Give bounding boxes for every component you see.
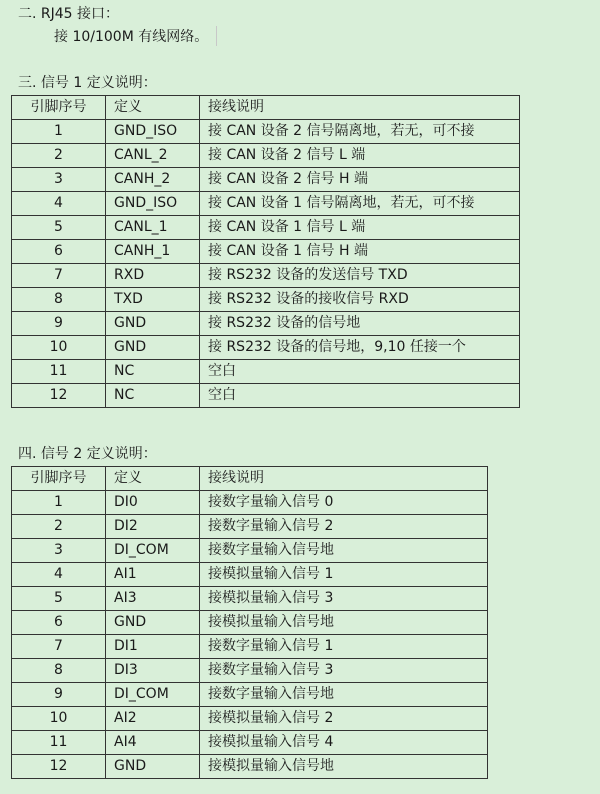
section2-heading: 二. RJ45 接口： [18,6,120,22]
definition-cell: AI4 [106,731,200,755]
table-row [12,360,520,384]
wiring-cell: 接 CAN 设备 1 信号 H 端 [200,240,520,264]
section2-text: 接 10/100M 有线网络。 [54,29,209,45]
table-row [12,384,520,408]
table-row [12,216,520,240]
table-row [12,539,488,563]
table-row [12,731,488,755]
table-header-row [12,96,520,120]
wiring-cell: 接 CAN 设备 1 信号隔离地，若无，可不接 [200,192,520,216]
pin-number-cell: 2 [12,144,106,168]
wiring-cell: 接模拟量输入信号 1 [200,563,488,587]
definition-cell: GND_ISO [106,120,200,144]
pin-number-cell: 7 [12,635,106,659]
section3-heading: 三. 信号 1 定义说明： [18,75,157,91]
wiring-cell: 接数字量输入信号地 [200,539,488,563]
table-row [12,240,520,264]
wiring-cell: 空白 [200,384,520,408]
wiring-cell: 接数字量输入信号地 [200,683,488,707]
column-header-definition: 定义 [106,467,200,491]
table-row [12,587,488,611]
definition-cell: CANH_1 [106,240,200,264]
table-row [12,755,488,779]
wiring-cell: 接模拟量输入信号地 [200,755,488,779]
column-header-pin: 引脚序号 [12,467,106,491]
definition-cell: CANL_2 [106,144,200,168]
table-row [12,683,488,707]
wiring-cell: 接数字量输入信号 3 [200,659,488,683]
table-row [12,659,488,683]
pin-number-cell: 8 [12,288,106,312]
definition-cell: TXD [106,288,200,312]
pin-number-cell: 5 [12,587,106,611]
pin-number-cell: 8 [12,659,106,683]
wiring-cell: 接模拟量输入信号 4 [200,731,488,755]
definition-cell: AI3 [106,587,200,611]
signal1-table [11,95,520,408]
wiring-cell: 接数字量输入信号 1 [200,635,488,659]
wiring-cell: 接 RS232 设备的信号地 [200,312,520,336]
column-header-definition: 定义 [106,96,200,120]
table-row [12,707,488,731]
pin-number-cell: 5 [12,216,106,240]
wiring-cell: 接 RS232 设备的发送信号 TXD [200,264,520,288]
pin-number-cell: 3 [12,539,106,563]
pin-number-cell: 4 [12,563,106,587]
definition-cell: GND [106,755,200,779]
definition-cell: NC [106,384,200,408]
column-header-wiring: 接线说明 [200,96,520,120]
column-header-wiring: 接线说明 [200,467,488,491]
column-header-pin: 引脚序号 [12,96,106,120]
table-row [12,168,520,192]
text-cursor [216,26,217,46]
definition-cell: GND [106,611,200,635]
table-header-row [12,467,488,491]
pin-number-cell: 1 [12,120,106,144]
pin-number-cell: 7 [12,264,106,288]
definition-cell: GND_ISO [106,192,200,216]
pin-number-cell: 3 [12,168,106,192]
definition-cell: GND [106,312,200,336]
pin-number-cell: 6 [12,240,106,264]
wiring-cell: 接 CAN 设备 2 信号隔离地，若无，可不接 [200,120,520,144]
wiring-cell: 接模拟量输入信号地 [200,611,488,635]
wiring-cell: 接 RS232 设备的接收信号 RXD [200,288,520,312]
table-row [12,288,520,312]
pin-number-cell: 11 [12,731,106,755]
wiring-cell: 接 CAN 设备 2 信号 L 端 [200,144,520,168]
wiring-cell: 接模拟量输入信号 3 [200,587,488,611]
definition-cell: DI1 [106,635,200,659]
pin-number-cell: 11 [12,360,106,384]
wiring-cell: 接数字量输入信号 0 [200,491,488,515]
definition-cell: GND [106,336,200,360]
definition-cell: DI_COM [106,683,200,707]
pin-number-cell: 12 [12,384,106,408]
table-row [12,635,488,659]
definition-cell: AI1 [106,563,200,587]
wiring-cell: 接 CAN 设备 1 信号 L 端 [200,216,520,240]
pin-number-cell: 9 [12,312,106,336]
pin-number-cell: 12 [12,755,106,779]
pin-number-cell: 2 [12,515,106,539]
signal2-table [11,466,488,779]
wiring-cell: 接模拟量输入信号 2 [200,707,488,731]
table-row [12,563,488,587]
pin-number-cell: 1 [12,491,106,515]
definition-cell: DI0 [106,491,200,515]
wiring-cell: 接 RS232 设备的信号地，9,10 任接一个 [200,336,520,360]
definition-cell: CANL_1 [106,216,200,240]
definition-cell: AI2 [106,707,200,731]
definition-cell: DI2 [106,515,200,539]
pin-number-cell: 10 [12,707,106,731]
table-row [12,611,488,635]
table-row [12,515,488,539]
table-row [12,144,520,168]
table-row [12,192,520,216]
pin-number-cell: 9 [12,683,106,707]
table-row [12,491,488,515]
section4-heading: 四. 信号 2 定义说明： [18,446,157,462]
table-row [12,264,520,288]
wiring-cell: 空白 [200,360,520,384]
table-row [12,312,520,336]
definition-cell: RXD [106,264,200,288]
pin-number-cell: 6 [12,611,106,635]
wiring-cell: 接数字量输入信号 2 [200,515,488,539]
wiring-cell: 接 CAN 设备 2 信号 H 端 [200,168,520,192]
pin-number-cell: 10 [12,336,106,360]
table-row [12,120,520,144]
pin-number-cell: 4 [12,192,106,216]
definition-cell: NC [106,360,200,384]
definition-cell: DI_COM [106,539,200,563]
definition-cell: DI3 [106,659,200,683]
definition-cell: CANH_2 [106,168,200,192]
table-row [12,336,520,360]
